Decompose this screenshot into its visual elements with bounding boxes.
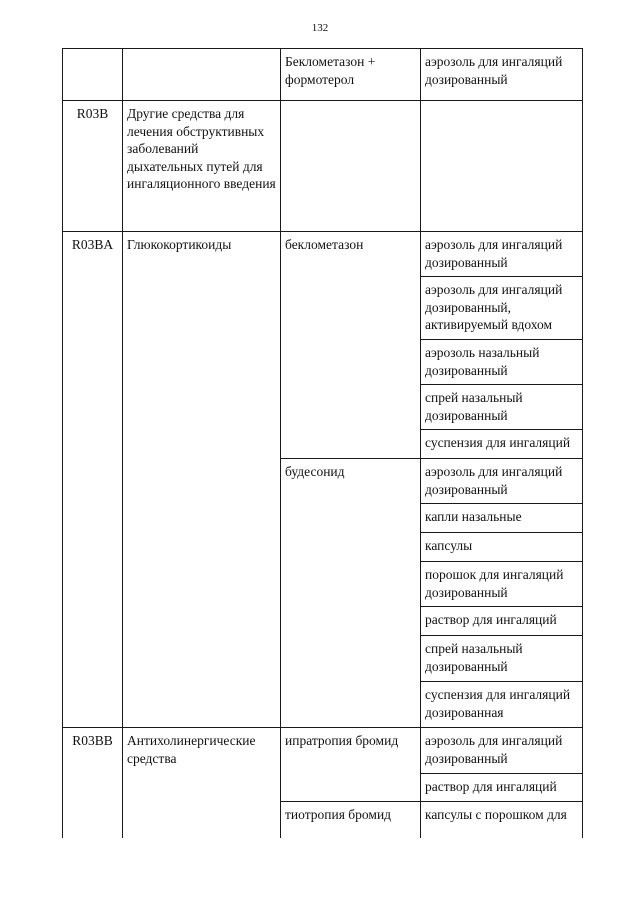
substance-cell: тиотропия бромид bbox=[281, 802, 421, 842]
dosage-form-cell: аэрозоль для ингаляций дозированный bbox=[421, 232, 583, 277]
atc-group-cell: Антихолинергические средства bbox=[123, 728, 281, 842]
dosage-form-cell: спрей назальный дозированный bbox=[421, 636, 583, 682]
dosage-form-cell: капли назальные bbox=[421, 504, 583, 533]
substance-cell: Беклометазон + формотерол bbox=[281, 49, 421, 101]
table-row bbox=[63, 232, 583, 277]
dosage-form-cell: суспензия для ингаляций дозированная bbox=[421, 682, 583, 728]
atc-group-cell: Другие средства для лечения обструктивных заболеваний дыхательных путей для ингаляционного введения bbox=[123, 101, 281, 232]
table-row bbox=[63, 101, 583, 232]
substance-cell: будесонид bbox=[281, 459, 421, 728]
dosage-form-cell: порошок для ингаляций дозированный bbox=[421, 562, 583, 607]
page-bottom-margin bbox=[0, 838, 640, 905]
dosage-form-cell: раствор для ингаляций bbox=[421, 774, 583, 802]
substance-cell: беклометазон bbox=[281, 232, 421, 459]
atc-code-cell bbox=[63, 49, 123, 101]
dosage-form-cell: аэрозоль для ингаляций дозированный bbox=[421, 49, 583, 101]
dosage-form-cell: спрей назальный дозированный bbox=[421, 385, 583, 430]
atc-group-cell: Глюкокортикоиды bbox=[123, 232, 281, 728]
drug-list-table bbox=[62, 48, 583, 842]
atc-group-cell bbox=[123, 49, 281, 101]
dosage-form-cell: аэрозоль для ингаляций дозированный bbox=[421, 728, 583, 774]
dosage-form-cell: аэрозоль назальный дозированный bbox=[421, 340, 583, 385]
substance-cell: ипратропия бромид bbox=[281, 728, 421, 802]
dosage-form-cell: раствор для ингаляций bbox=[421, 607, 583, 636]
atc-code-cell: R03BB bbox=[63, 728, 123, 842]
substance-cell bbox=[281, 101, 421, 232]
atc-code-cell: R03BA bbox=[63, 232, 123, 728]
dosage-form-cell: аэрозоль для ингаляций дозированный bbox=[421, 459, 583, 504]
dosage-form-cell bbox=[421, 101, 583, 232]
dosage-form-cell: суспензия для ингаляций bbox=[421, 430, 583, 459]
atc-code-cell: R03B bbox=[63, 101, 123, 232]
page-number: 132 bbox=[311, 22, 329, 34]
dosage-form-cell: капсулы bbox=[421, 533, 583, 562]
table-row bbox=[63, 728, 583, 774]
dosage-form-cell: капсулы с порошком для bbox=[421, 802, 583, 842]
table-row bbox=[63, 49, 583, 101]
dosage-form-cell: аэрозоль для ингаляций дозированный, активируемый вдохом bbox=[421, 277, 583, 340]
